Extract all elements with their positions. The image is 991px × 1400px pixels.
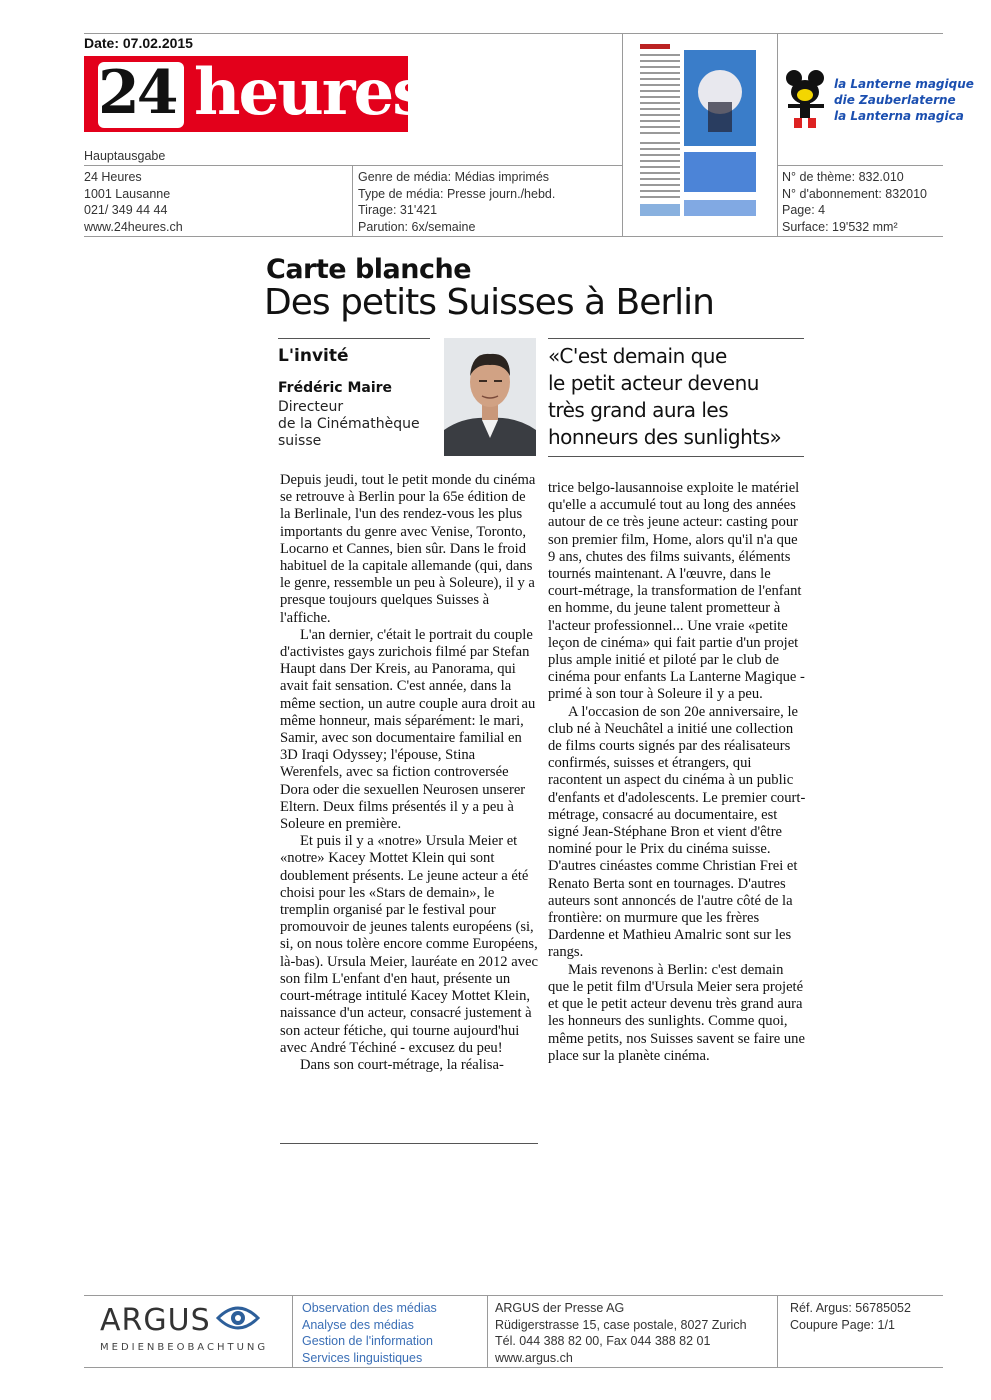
article-column-1 (280, 472, 538, 1074)
argus-subtitle: MEDIENBEOBACHTUNG (100, 1342, 269, 1353)
author-photo (444, 338, 536, 456)
article-column-2 (548, 480, 806, 1065)
edition: Hauptausgabe (84, 149, 166, 163)
article-kicker: Carte blanche (266, 254, 472, 285)
client-name-it: la Lanterna magica (834, 109, 964, 123)
media-info: Genre de média: Médias imprimés Type de média: Presse journ./hebd. Tirage: 31'421 Parution: 6x/semaine (358, 170, 556, 234)
publisher-info: 24 Heures 1001 Lausanne 021/ 349 44 44 www.24heures.ch (84, 170, 183, 234)
paragraph: Dans son court-métrage, la réalisa- (300, 1056, 504, 1073)
author-name: Frédéric Maire (278, 380, 393, 396)
theme-info: N° de thème: 832.010 N° d'abonnement: 832010 Page: 4 Surface: 19'532 mm² (782, 170, 927, 234)
page-thumbnail (638, 42, 758, 222)
argus-address: ARGUS der Presse AG Rüdigerstrasse 15, case postale, 8027 Zurich Tél. 044 388 82 00, Fax 044 388 82 01 www.argus.ch (495, 1301, 747, 1365)
paragraph: L'an dernier, c'était le portrait du couple d'activistes gays zurichois filmé par Stefan Haupt dans Der Kreis, au Panorama, qui avait fait sensation. C'est année, dans la même section, un autre couple aura droit au même honneur, mais séparément: le mari, Samir, avec son documentaire familial en 3D Iraqi Odyssey; l'épouse, Stina Werenfels, avec sa fiction controversée Dora oder die sexuellen Neurosen unserer Eltern. Deux films présentés il y a peu à Soleure en première. (280, 626, 536, 833)
paragraph: Et puis il y a «notre» Ursula Meier et «notre» Kacey Mottet Klein qui sont doublement présents. Le jeune acteur a été choisi pour les «Stars de demain», le tremplin organisé par le festival pour promouvoir de jeunes talents européens (si, si, on nous tolère encore comme Européens, là-bas). Ursula Meier, lauréate en 2012 avec son film L'enfant d'en haut, présente un court-métrage intitulé Kacey Mottet Klein, naissance d'un acteur, consacré justement à son acteur fétiche, qui tourne aujourd'hui avec André Téchiné - excusez du peu! (280, 833, 538, 1056)
logo-number: 24 (98, 58, 176, 128)
logo-word: heures (194, 55, 427, 130)
client-name-fr: la Lanterne magique (834, 77, 974, 91)
clipping-date: Date: 07.02.2015 (84, 35, 193, 51)
lanterne-mascot-icon (782, 68, 832, 132)
author-role: Directeur de la Cinémathèque suisse (278, 399, 420, 449)
argus-brand: ARGUS (100, 1303, 211, 1338)
paragraph: A l'occasion de son 20e anniversaire, le club né à Neuchâtel a initié une collection de films courts signés par des réalisateurs confirmés, suisses et étrangers, qui racontent un aspect du cinéma à un public d'enfants et d'adolescents. Le premier court-métrage, consacré au documentaire, est signé Jean-Stéphane Bron et vient d'être nominé pour le Prix du cinéma suisse. D'autres cinéastes comme Christian Frei et Renato Berta sont en tournages. D'autres auteurs sont annoncés de l'autre côté de la frontière: on murmure que les frères Dardenne et Mathieu Amalric sont sur les rangs. (548, 703, 806, 961)
section-label: L'invité (278, 346, 349, 366)
client-name-de: die Zauberlaterne (834, 93, 956, 107)
paragraph: Depuis jeudi, tout le petit monde du cinéma se retrouve à Berlin pour la 65e édition de la Berlinale, l'un des rendez-vous les plus importants du genre avec Venise, Toronto, Locarno et Cannes, bien sûr. Dans le froid habituel de la capitale allemande (qui, dans le genre, ressemble un peu à Soleure), il y a presque toujours quelques Suisses à l'affiche. (280, 472, 536, 626)
argus-services: Observation des médias Analyse des médias Gestion de l'information Services linguistiques (302, 1301, 437, 1365)
eye-icon (216, 1302, 260, 1334)
argus-reference: Réf. Argus: 56785052 Coupure Page: 1/1 (790, 1301, 911, 1332)
newspaper-logo (84, 55, 427, 132)
article-headline: Des petits Suisses à Berlin (264, 282, 714, 323)
paragraph: Mais revenons à Berlin: c'est demain que le petit film d'Ursula Meier sera projeté et que le petit acteur devenu très grand aura les honneurs des sunlights. Comme quoi, même petits, nos Suisses savent se faire une place sur la planète cinéma. (548, 961, 805, 1064)
paragraph: trice belgo-lausannoise exploite le matériel qu'elle a accumulé tout au long des années autour de ce très jeune acteur: casting pour son premier film, Home, alors qu'il n'a que 9 ans, chutes des films suivants, éléments tournés maintenant. A l'œuvre, dans le court-métrage, la transformation de l'enfant en homme, du jeune talent prometteur à l'acteur professionnel... Une vraie «petite leçon de cinéma» qui fait partie d'un projet plus ample initié et piloté par le club de cinéma pour enfants La Lanterne Magique - primé à son tour à Soleure il y a peu. (548, 480, 805, 703)
pull-quote: «C'est demain que le petit acteur devenu très grand aura les honneurs des sunlights» (548, 344, 782, 449)
